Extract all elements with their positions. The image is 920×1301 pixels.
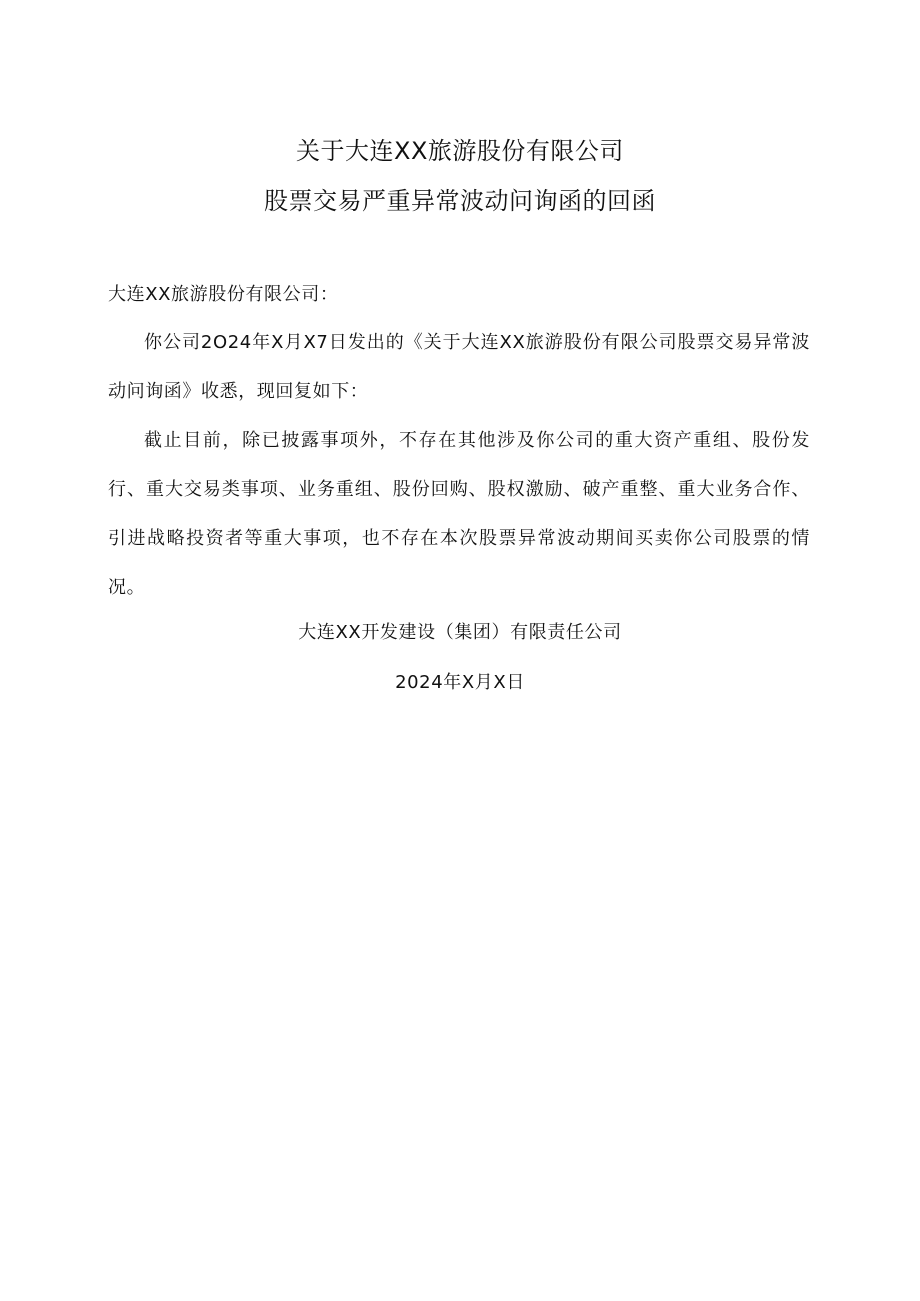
- document-title-line-1: 关于大连XX旅游股份有限公司: [296, 137, 624, 165]
- signature-date: 2024年X月X日: [395, 672, 525, 693]
- document-title-line-2: 股票交易严重异常波动问询函的回函: [264, 187, 656, 215]
- body-paragraph-2: 截止目前，除已披露事项外，不存在其他涉及你公司的重大资产重组、股份发行、重大交易类事项、业务重组、股份回购、股权激励、破产重整、重大业务合作、引进战略投资者等重大事项，也不存在本次股票异常波动期间买卖你公司股票的情况。: [108, 430, 810, 598]
- body-paragraph-1: 你公司2O24年X月X7日发出的《关于大连XX旅游股份有限公司股票交易异常波动问询函》收悉，现回复如下：: [108, 332, 810, 402]
- salutation: 大连XX旅游股份有限公司：: [108, 284, 339, 305]
- signature-company: 大连XX开发建设（集团）有限责任公司: [298, 622, 622, 643]
